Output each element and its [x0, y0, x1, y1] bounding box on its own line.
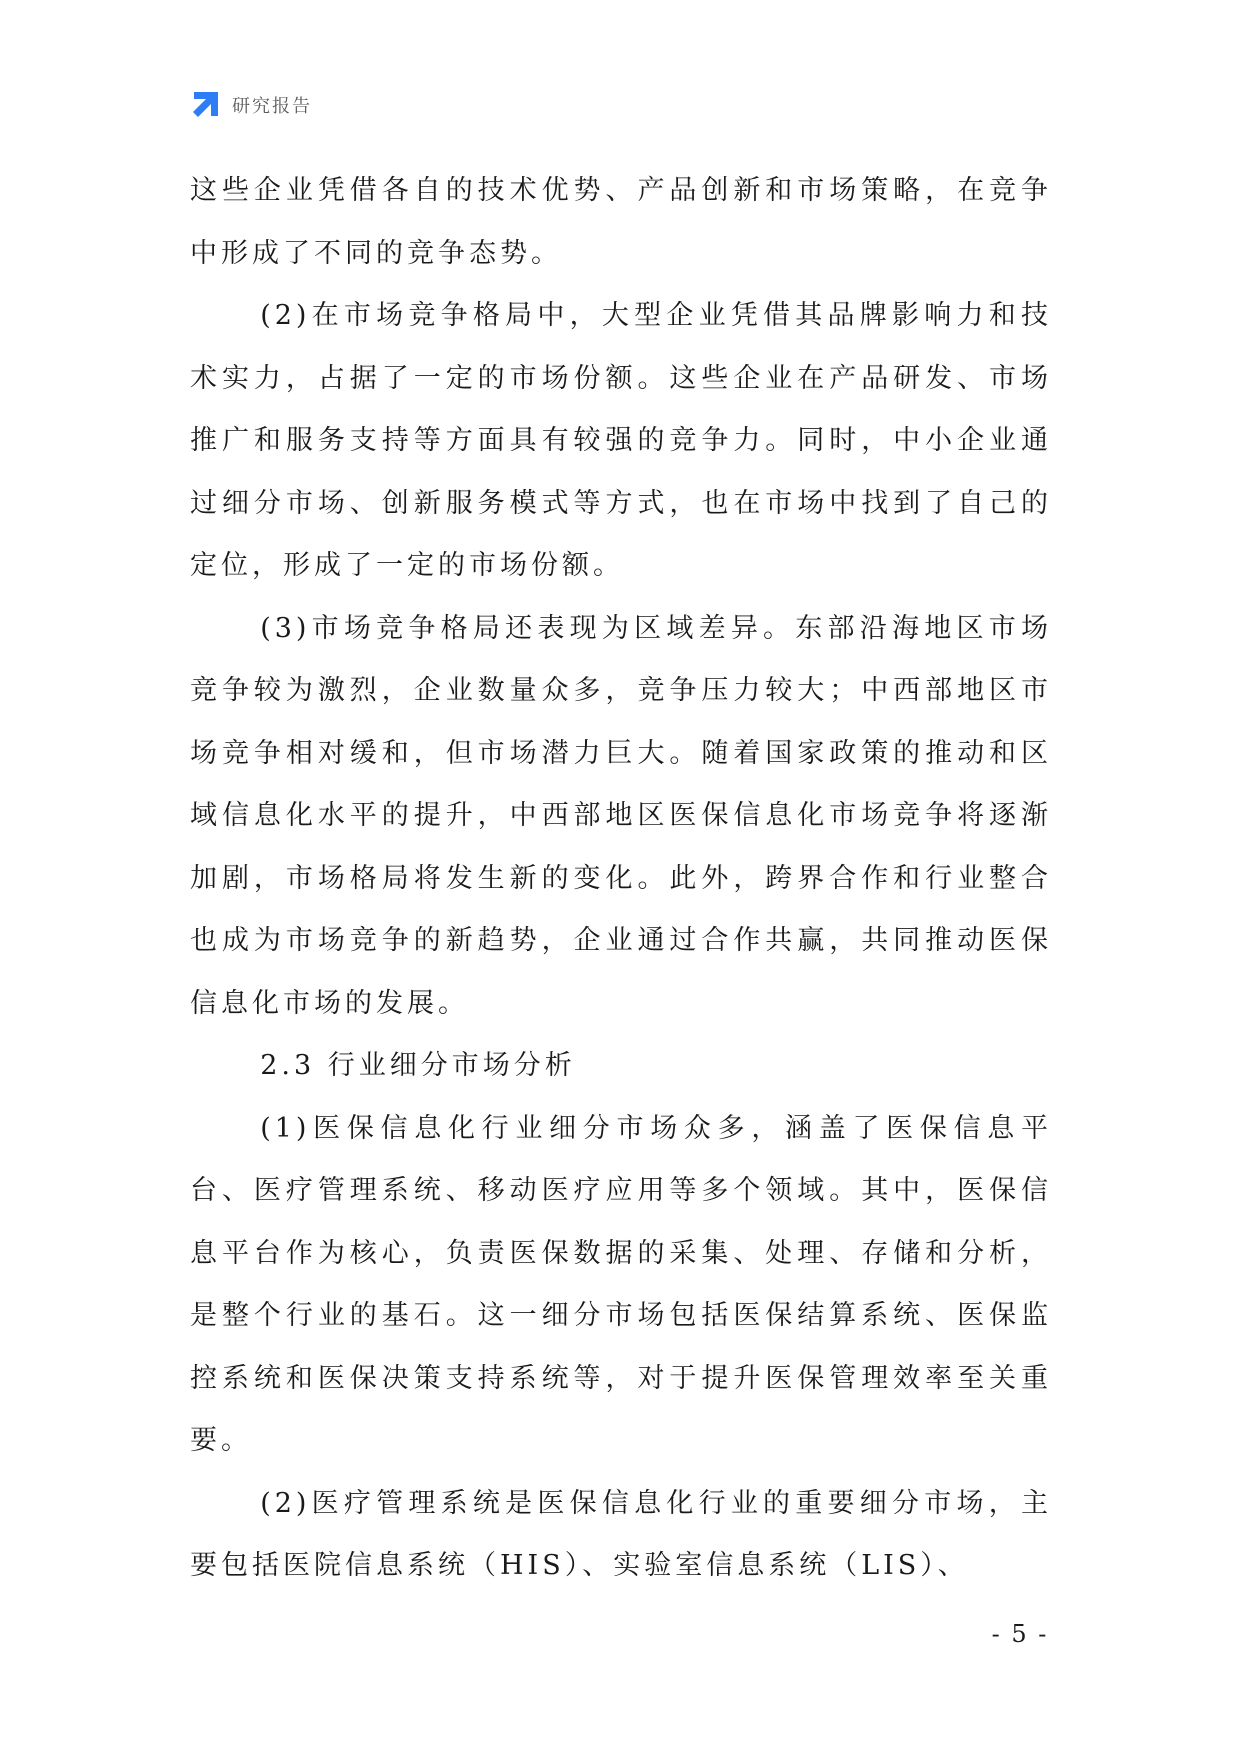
- paragraph-competition-large-firms: (2)在市场竞争格局中，大型企业凭借其品牌影响力和技术实力，占据了一定的市场份额。这些企业在产品研发、市场推广和服务支持等方面具有较强的竞争力。同时，中小企业通过细分市场、创新服务模式等方式，也在市场中找到了自己的定位，形成了一定的市场份额。: [190, 300, 1052, 581]
- section-heading-2-3: 2.3 行业细分市场分析: [260, 1050, 576, 1081]
- paragraph-medical-management-systems: (2)医疗管理系统是医保信息化行业的重要细分市场，主要包括医院信息系统（HIS）、实验室信息系统（LIS）、: [190, 1487, 1052, 1581]
- page-number: - 5 -: [991, 1620, 1049, 1648]
- paragraph-continuation: 这些企业凭借各自的技术优势、产品创新和市场策略，在竞争中形成了不同的竞争态势。: [190, 175, 1052, 269]
- paragraph-segment-overview: (1)医保信息化行业细分市场众多，涵盖了医保信息平台、医疗管理系统、移动医疗应用等多个领域。其中，医保信息平台作为核心，负责医保数据的采集、处理、存储和分析，是整个行业的基石。这一细分市场包括医保结算系统、医保监控系统和医保决策支持系统等，对于提升医保管理效率至关重要。: [190, 1112, 1052, 1456]
- report-header: [190, 88, 312, 122]
- paragraph-regional-differences: (3)市场竞争格局还表现为区域差异。东部沿海地区市场竞争较为激烈，企业数量众多，竞争压力较大；中西部地区市场竞争相对缓和，但市场潜力巨大。随着国家政策的推动和区域信息化水平的提升，中西部地区医保信息化市场竞争将逐渐加剧，市场格局将发生新的变化。此外，跨界合作和行业整合也成为市场竞争的新趋势，企业通过合作共赢，共同推动医保信息化市场的发展。: [190, 612, 1052, 1019]
- document-body: [190, 160, 1052, 1598]
- header-title: 研究报告: [232, 96, 312, 117]
- arrow-up-right-icon: [190, 90, 220, 120]
